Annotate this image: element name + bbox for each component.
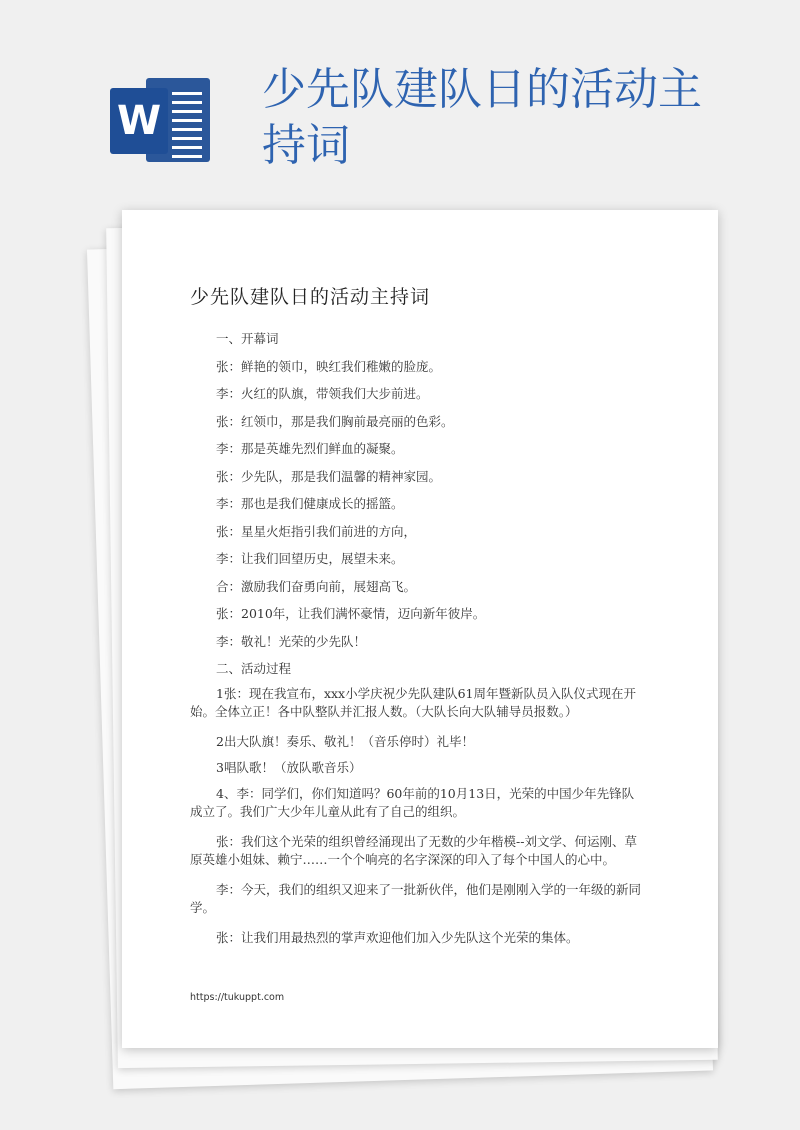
paragraph: 张：让我们用最热烈的掌声欢迎他们加入少先队这个光荣的集体。 [216, 929, 579, 945]
document-page [122, 210, 718, 1048]
paragraph: 1张：现在我宣布，xxx小学庆祝少先队建队61周年暨新队员入队仪式现在开始。全体立正！各中队整队并汇报人数。（大队长向大队辅导员报数。） [190, 685, 637, 719]
paragraph: 4、李：同学们，你们知道吗？60年前的10月13日，光荣的中国少年先锋队成立了。我们广大少年儿童从此有了自己的组织。 [190, 785, 635, 819]
section-heading-process: 二、活动过程 [216, 661, 292, 676]
text-line: 张：星星火炬指引我们前进的方向， [216, 523, 417, 539]
text-line: 张：红领巾，那是我们胸前最亮丽的色彩。 [216, 413, 454, 429]
section-heading-opening: 一、开幕词 [216, 331, 279, 346]
text-line: 张：2010年，让我们满怀豪情，迈向新年彼岸。 [216, 606, 486, 621]
text-line: 李：火红的队旗，带领我们大步前进。 [216, 386, 429, 401]
text-line: 张：少先队，那是我们温馨的精神家园。 [216, 468, 442, 484]
text-line: 李：那是英雄先烈们鲜血的凝聚。 [216, 441, 404, 456]
text-line: 李：敬礼！光荣的少先队！ [216, 633, 367, 649]
paragraph: 2出大队旗！奏乐、敬礼！（音乐停时）礼毕！ [216, 733, 474, 749]
word-document-icon [108, 72, 216, 168]
text-line: 李：让我们回望历史，展望未来。 [216, 551, 404, 566]
paragraph: 张：我们这个光荣的组织曾经涌现出了无数的少年楷模--刘文学、何运刚、草原英雄小姐妹、赖宁……一个个响亮的名字深深的印入了每个中国人的心中。 [190, 833, 637, 867]
page-title: 少先队建队日的活动主持词 [262, 64, 702, 171]
text-line: 张：鲜艳的领巾，映红我们稚嫩的脸庞。 [216, 358, 442, 374]
paragraph: 李：今天，我们的组织又迎来了一批新伙伴，他们是刚刚入学的一年级的新同学。 [190, 881, 642, 915]
word-logo-letter: W [110, 88, 168, 154]
footer-url[interactable]: https://tukuppt.com [190, 992, 285, 1003]
document-title: 少先队建队日的活动主持词 [190, 286, 431, 308]
paragraph: 3唱队歌！（放队歌音乐） [216, 759, 362, 775]
text-line: 李：那也是我们健康成长的摇篮。 [216, 496, 404, 511]
text-line: 合：激励我们奋勇向前，展翅高飞。 [216, 578, 417, 594]
document-body [190, 325, 642, 959]
